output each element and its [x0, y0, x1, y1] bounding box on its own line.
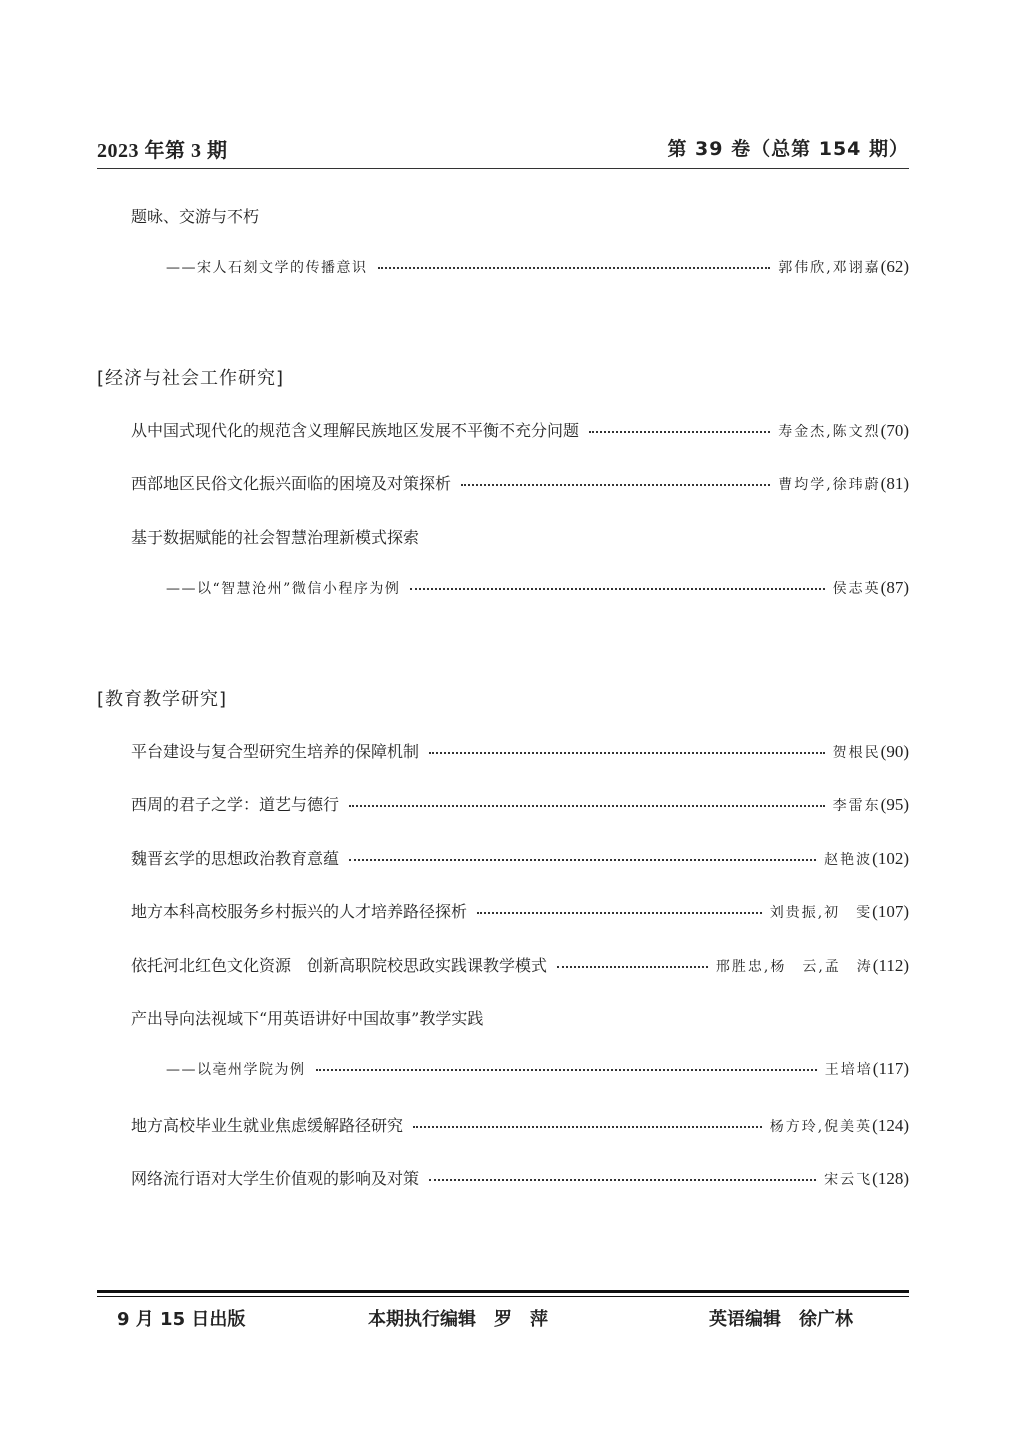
- leader-dots: [429, 1179, 816, 1181]
- toc-entry[interactable]: [166, 1059, 909, 1079]
- article-title: 西部地区民俗文化振兴面临的困境及对策探析: [131, 474, 452, 493]
- page-number: (117): [872, 1059, 909, 1078]
- article-title: 产出导向法视域下“用英语讲好中国故事”教学实践: [131, 1009, 484, 1028]
- article-title: 网络流行语对大学生价值观的影响及对策: [131, 1169, 420, 1188]
- leader-dots: [349, 859, 816, 861]
- article-authors: 侯志英: [832, 581, 881, 597]
- article-title: 地方高校毕业生就业焦虑缓解路径研究: [131, 1116, 404, 1135]
- article-title: 平台建设与复合型研究生培养的保障机制: [131, 742, 420, 761]
- leader-dots: [349, 805, 825, 807]
- page-number: (128): [872, 1169, 909, 1188]
- leader-dots: [461, 484, 770, 486]
- article-authors: 邢胜忠,杨 云,孟 涛: [715, 959, 873, 975]
- page-number: (87): [880, 578, 909, 597]
- issue-number: 2023 年第 3 期: [97, 140, 228, 162]
- toc-entry[interactable]: [131, 1113, 909, 1136]
- footer-rule-thick: [97, 1290, 909, 1293]
- toc-entry: [131, 1006, 909, 1029]
- page-number: (107): [872, 902, 909, 921]
- toc-entry: [131, 525, 909, 548]
- section-heading: [教育教学研究]: [97, 689, 228, 710]
- leader-dots: [557, 966, 708, 968]
- leader-dots: [413, 1126, 762, 1128]
- toc-entry: [131, 204, 909, 227]
- toc-entry[interactable]: [166, 257, 909, 277]
- english-editor: 英语编辑 徐广林: [709, 1309, 853, 1330]
- toc-entry[interactable]: [131, 792, 909, 815]
- article-authors: 李雷东: [832, 798, 881, 814]
- toc-entry[interactable]: [131, 1166, 909, 1189]
- leader-dots: [589, 431, 770, 433]
- page-number: (70): [880, 421, 909, 440]
- leader-dots: [410, 588, 824, 590]
- page-number: (102): [872, 849, 909, 868]
- article-title: 依托河北红色文化资源 创新高职院校思政实践课教学模式: [131, 956, 548, 975]
- article-title: 题咏、交游与不朽: [131, 207, 260, 226]
- article-authors: 赵艳波: [824, 852, 873, 868]
- page-header: [97, 134, 909, 169]
- page-number: (62): [880, 257, 909, 276]
- toc-entry[interactable]: [131, 953, 909, 976]
- page-number: (95): [880, 795, 909, 814]
- article-authors: 郭伟欣,邓诩嘉: [778, 260, 881, 276]
- toc-entry[interactable]: [131, 739, 909, 762]
- article-authors: 贺根民: [832, 745, 881, 761]
- section-heading: [经济与社会工作研究]: [97, 368, 285, 389]
- leader-dots: [477, 912, 762, 914]
- toc-entry[interactable]: [131, 846, 909, 869]
- article-authors: 杨方玲,倪美英: [769, 1119, 873, 1135]
- article-title: 魏晋玄学的思想政治教育意蕴: [131, 849, 340, 868]
- page-number: (81): [880, 474, 909, 493]
- article-subtitle: ——以“智慧沧州”微信小程序为例: [166, 581, 401, 597]
- toc-entry[interactable]: [131, 471, 909, 494]
- leader-dots: [378, 267, 771, 269]
- article-subtitle: ——以亳州学院为例: [166, 1062, 306, 1078]
- article-authors: 曹均学,徐玮蔚: [778, 477, 881, 493]
- article-authors: 王培培: [824, 1062, 873, 1078]
- page-number: (124): [872, 1116, 909, 1135]
- article-title: 基于数据赋能的社会智慧治理新模式探索: [131, 528, 420, 547]
- toc-entry[interactable]: [131, 418, 909, 441]
- article-authors: 寿金杰,陈文烈: [778, 424, 881, 440]
- article-authors: 宋云飞: [824, 1172, 873, 1188]
- leader-dots: [316, 1069, 817, 1071]
- page-number: (90): [880, 742, 909, 761]
- article-subtitle: ——宋人石刻文学的传播意识: [166, 260, 368, 276]
- footer-rule-thin: [97, 1296, 909, 1297]
- leader-dots: [429, 752, 825, 754]
- publication-date: 9 月 15 日出版: [117, 1309, 246, 1330]
- executive-editor: 本期执行编辑 罗 萍: [368, 1309, 548, 1330]
- article-title: 西周的君子之学：道艺与德行: [131, 795, 340, 814]
- volume-number: 第 39 卷（总第 154 期）: [667, 138, 909, 160]
- article-title: 从中国式现代化的规范含义理解民族地区发展不平衡不充分问题: [131, 421, 580, 440]
- article-title: 地方本科高校服务乡村振兴的人才培养路径探析: [131, 902, 468, 921]
- page-number: (112): [872, 956, 909, 975]
- article-authors: 刘贵振,初 雯: [769, 905, 873, 921]
- toc-entry[interactable]: [166, 578, 909, 598]
- toc-entry[interactable]: [131, 899, 909, 922]
